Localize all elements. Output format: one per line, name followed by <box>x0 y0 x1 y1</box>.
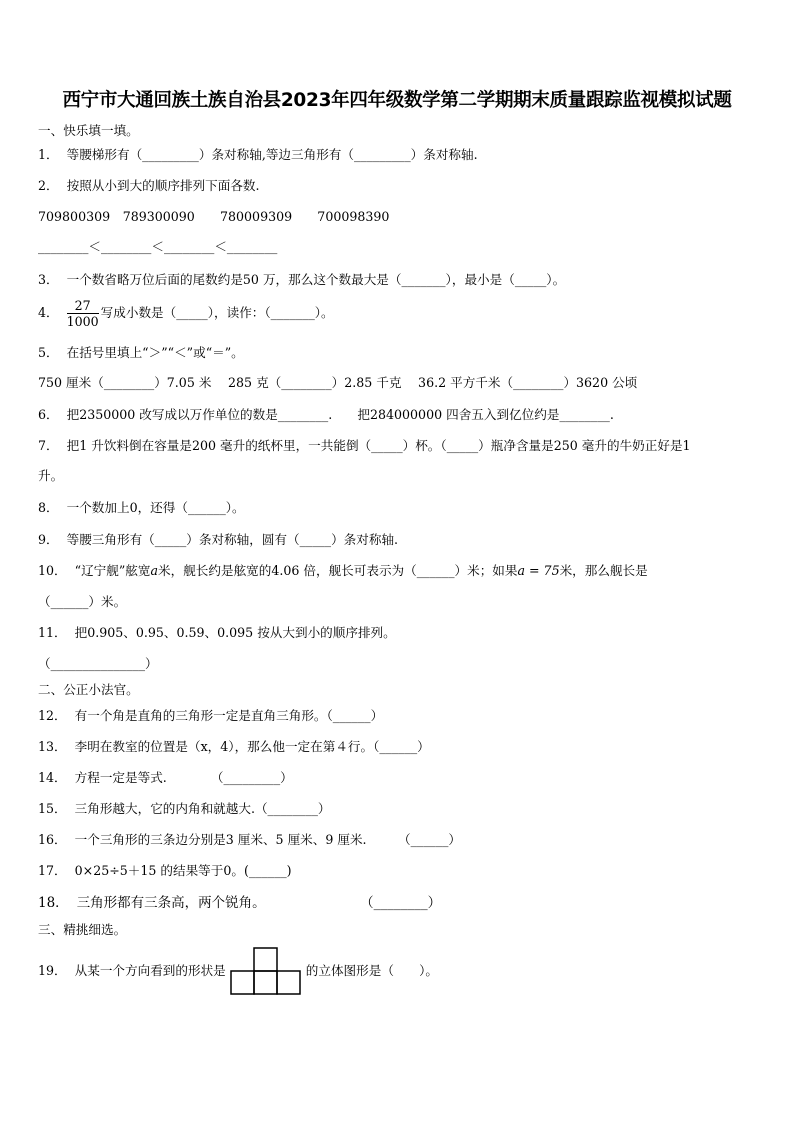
question-number: 15． <box>38 801 67 816</box>
question-number: 4． <box>38 305 59 320</box>
question-text: 李明在教室的位置是（x，4），那么他一定在第４行。（______） <box>74 739 430 754</box>
question-text: 写成小数是（_____），读作：（_______）。 <box>100 305 334 320</box>
block-shape-figure <box>230 947 302 997</box>
block-top-square <box>254 948 277 971</box>
question-number: 2． <box>38 178 59 193</box>
question-11-answer-blank: （_______________） <box>38 656 158 671</box>
question-number: 19． <box>38 963 67 978</box>
variable-a: a <box>150 563 158 578</box>
block-bottom-right-square <box>277 971 300 994</box>
fraction-denominator: 1000 <box>66 314 99 329</box>
question-4 <box>38 298 334 329</box>
question-text: 米，舰长约是舷宽的4.06 倍，舰长可表示为（______）米；如果 <box>158 563 518 578</box>
question-11 <box>38 624 396 642</box>
question-2-order-blanks: ________＜________＜________＜________ <box>38 239 278 254</box>
question-16 <box>38 831 461 849</box>
question-number: 17． <box>38 863 67 878</box>
question-number: 14． <box>38 770 67 785</box>
question-8 <box>38 499 245 517</box>
question-9 <box>38 531 398 549</box>
page-title: 西宁市大通回族土族自治县2023年四年级数学第二学期期末质量跟踪监视模拟试题 <box>62 90 732 111</box>
question-number: 7． <box>38 438 59 453</box>
question-number: 18． <box>38 895 69 911</box>
question-2-numbers: 709800309 789300090 780009309 700098390 <box>38 209 390 224</box>
question-text: “辽宁舰”舷宽 <box>74 563 151 578</box>
question-text: 三角形都有三条高，两个锐角。 （________） <box>76 895 442 911</box>
question-text: 等腰梯形有（_________）条对称轴,等边三角形有（_________）条对称轴. <box>66 147 478 162</box>
question-number: 11． <box>38 625 67 640</box>
question-18 <box>38 894 441 912</box>
question-text: 的立体图形是（ ）。 <box>305 963 438 978</box>
question-number: 8． <box>38 500 59 515</box>
question-7-continued: 升。 <box>38 468 64 483</box>
question-number: 5． <box>38 345 59 360</box>
question-12 <box>38 707 383 725</box>
question-15 <box>38 800 331 818</box>
question-number: 3． <box>38 272 59 287</box>
question-text: 三角形越大，它的内角和就越大.（________） <box>74 801 331 816</box>
question-10 <box>38 562 648 580</box>
fraction-numerator: 27 <box>67 298 99 314</box>
block-shape-svg <box>230 947 302 997</box>
question-14 <box>38 769 293 787</box>
question-number: 1． <box>38 147 59 162</box>
question-number: 9． <box>38 532 59 547</box>
question-10-continued: （______）米。 <box>38 594 127 609</box>
section-heading-2: 二、公正小法官。 <box>38 682 139 697</box>
question-text: 在括号里填上“＞”“＜”或“＝”。 <box>66 345 244 360</box>
question-text: 按照从小到大的顺序排列下面各数. <box>66 178 260 193</box>
question-text: 米，那么舰长是 <box>559 563 648 578</box>
question-number: 6． <box>38 407 59 422</box>
question-5-items: 750 厘米（________）7.05 米 285 克（________）2.85 千克 36.2 平方千米（________）3620 公顷 <box>38 375 638 390</box>
question-3 <box>38 271 565 289</box>
block-bottom-left-square <box>231 971 254 994</box>
question-text: 把2350000 改写成以万作单位的数是________. 把284000000 四舍五入到亿位约是________. <box>66 407 614 422</box>
question-number: 10． <box>38 563 67 578</box>
question-2 <box>38 177 260 195</box>
question-text: 等腰三角形有（_____）条对称轴，圆有（_____）条对称轴. <box>66 532 399 547</box>
question-7 <box>38 437 691 455</box>
question-text: 0×25÷5＋15 的结果等于0。(______) <box>74 863 292 878</box>
question-text: 方程一定是等式. （_________） <box>74 770 293 785</box>
question-5 <box>38 344 244 362</box>
question-number: 16． <box>38 832 67 847</box>
question-text: 把0.905、0.95、0.59、0.095 按从大到小的顺序排列。 <box>74 625 396 640</box>
question-text: 一个数省略万位后面的尾数约是50 万，那么这个数最大是（_______），最小是（_____）。 <box>66 272 566 287</box>
question-6 <box>38 406 614 424</box>
section-heading-1: 一、快乐填一填。 <box>38 123 139 138</box>
question-text: 一个数加上0，还得（______）。 <box>66 500 245 515</box>
question-text: 从某一个方向看到的形状是 <box>74 963 226 978</box>
question-13 <box>38 738 430 756</box>
question-text: 有一个角是直角的三角形一定是直角三角形。（______） <box>74 708 384 723</box>
question-number: 13． <box>38 739 67 754</box>
block-bottom-middle-square <box>254 971 277 994</box>
question-19 <box>38 946 438 997</box>
equation: a = 75 <box>517 563 560 578</box>
section-heading-3: 三、精挑细选。 <box>38 922 127 937</box>
question-text: 一个三角形的三条边分别是3 厘米、5 厘米、9 厘米. （______） <box>74 832 462 847</box>
fraction <box>67 298 99 329</box>
question-text: 把1 升饮料倒在容量是200 毫升的纸杯里，一共能倒（_____）杯。（_____）瓶净含量是250 毫升的牛奶正好是1 <box>66 438 691 453</box>
question-1 <box>38 146 478 164</box>
question-17 <box>38 862 292 880</box>
question-number: 12． <box>38 708 67 723</box>
